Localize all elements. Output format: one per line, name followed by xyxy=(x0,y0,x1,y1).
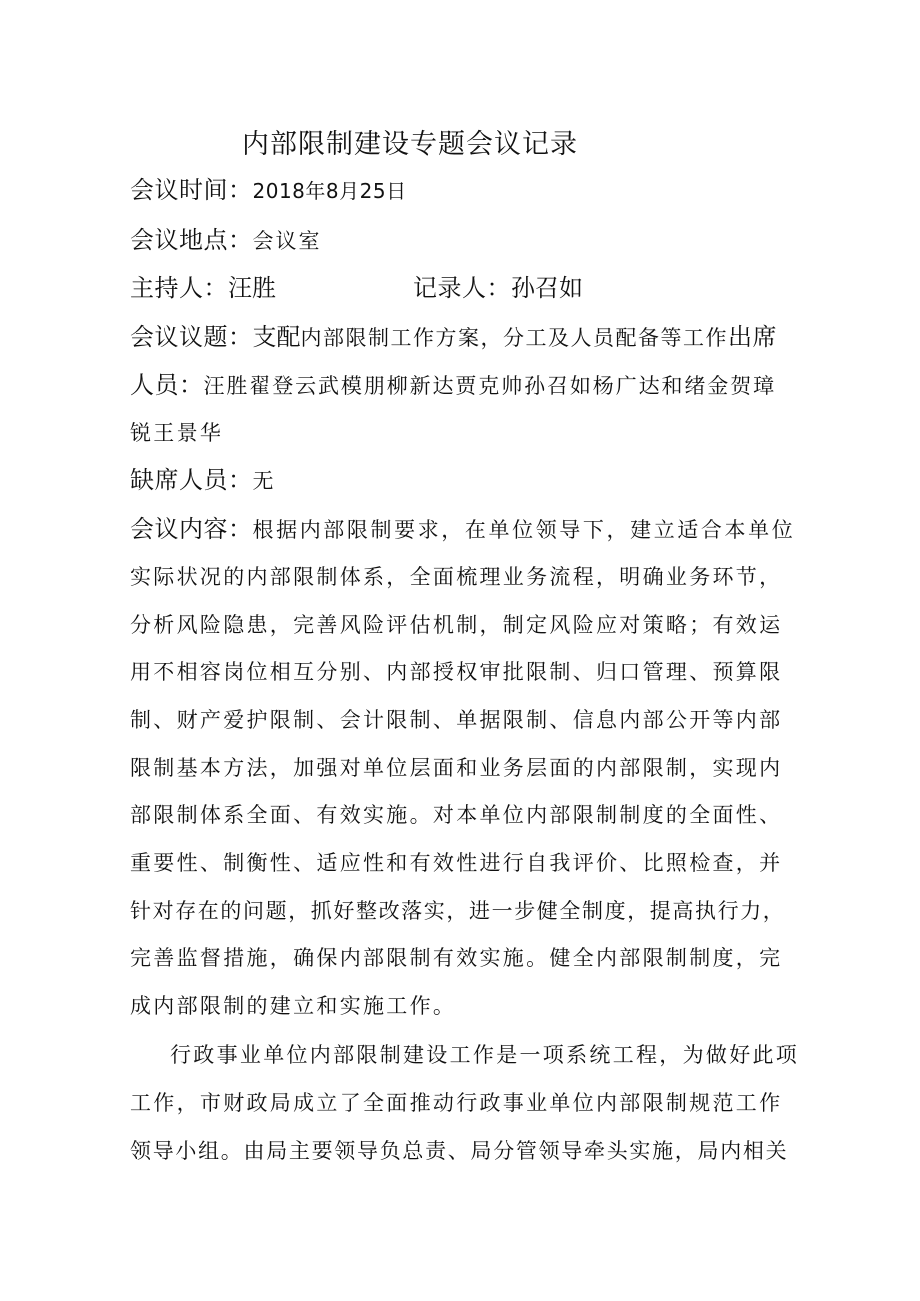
absentees-label: 缺席人员： xyxy=(130,466,253,494)
content-line: 制、财产爱护限制、会计限制、单据限制、信息内部公开等内部 xyxy=(130,708,783,732)
document-title: 内部限制建设专题会议记录 xyxy=(242,129,578,160)
topic-lead: 支配 xyxy=(252,323,301,351)
meeting-place-label: 会议地点： xyxy=(130,226,253,254)
content-line: 用不相容岗位相互分别、内部授权审批限制、归口管理、预算限 xyxy=(130,660,783,684)
paragraph-line: 领导小组。由局主要领导负总责、局分管领导牵头实施，局内相关 xyxy=(130,1139,789,1163)
topic-value: 内部限制工作方案，分工及人员配备等工作 xyxy=(300,326,728,350)
recorder-value: 孙召如 xyxy=(511,274,583,302)
absentees-value: 无 xyxy=(252,469,276,493)
content-line: 分析风险隐患，完善风险评估机制，制定风险应对策略；有效运 xyxy=(130,613,783,637)
absentees-row xyxy=(130,465,276,499)
content-line: 完善监督措施，确保内部限制有效实施。健全内部限制制度，完 xyxy=(130,946,783,970)
content-line: 重要性、制衡性、适应性和有效性进行自我评价、比照检查，并 xyxy=(130,851,783,875)
content-line: 根据内部限制要求，在单位领导下，建立适合本单位 xyxy=(252,518,796,542)
content-line: 部限制体系全面、有效实施。对本单位内部限制制度的全面性、 xyxy=(130,803,783,827)
attendees-value: 汪胜翟登云武模朋柳新达贾克帅孙召如杨广达和绪金贺璋 xyxy=(203,374,776,398)
recorder-label: 记录人： xyxy=(413,274,511,302)
content-label: 会议内容： xyxy=(130,515,253,543)
content-line: 成内部限制的建立和实施工作。 xyxy=(130,994,457,1018)
attendees-label-part2: 人员： xyxy=(130,371,204,399)
meeting-place-row xyxy=(130,225,322,259)
paragraph-line: 行政事业单位内部限制建设工作是一项系统工程，为做好此项 xyxy=(170,1043,800,1067)
attendees-label-part1: 出席 xyxy=(728,323,777,351)
host-label: 主持人： xyxy=(130,274,228,302)
content-row xyxy=(130,514,795,548)
meeting-place-value: 会议室 xyxy=(252,229,322,253)
meeting-time-label: 会议时间： xyxy=(130,176,253,204)
content-line: 实际状况的内部限制体系，全面梳理业务流程，明确业务环节， xyxy=(130,565,783,589)
host-row xyxy=(130,273,276,307)
attendees-row xyxy=(130,370,776,404)
attendees-value-continued: 锐王景华 xyxy=(130,421,224,445)
content-line: 针对存在的问题，抓好整改落实，进一步健全制度，提高执行力， xyxy=(130,899,786,923)
recorder-row xyxy=(413,273,583,307)
host-value: 汪胜 xyxy=(228,274,276,302)
topic-row xyxy=(130,322,777,356)
content-line: 限制基本方法，加强对单位层面和业务层面的内部限制，实现内 xyxy=(130,756,783,780)
meeting-time-row xyxy=(130,175,407,209)
paragraph-line: 工作，市财政局成立了全面推动行政事业单位内部限制规范工作 xyxy=(130,1091,783,1115)
meeting-time-value: 2018年8月25日 xyxy=(252,179,407,203)
topic-label: 会议议题： xyxy=(130,323,253,351)
